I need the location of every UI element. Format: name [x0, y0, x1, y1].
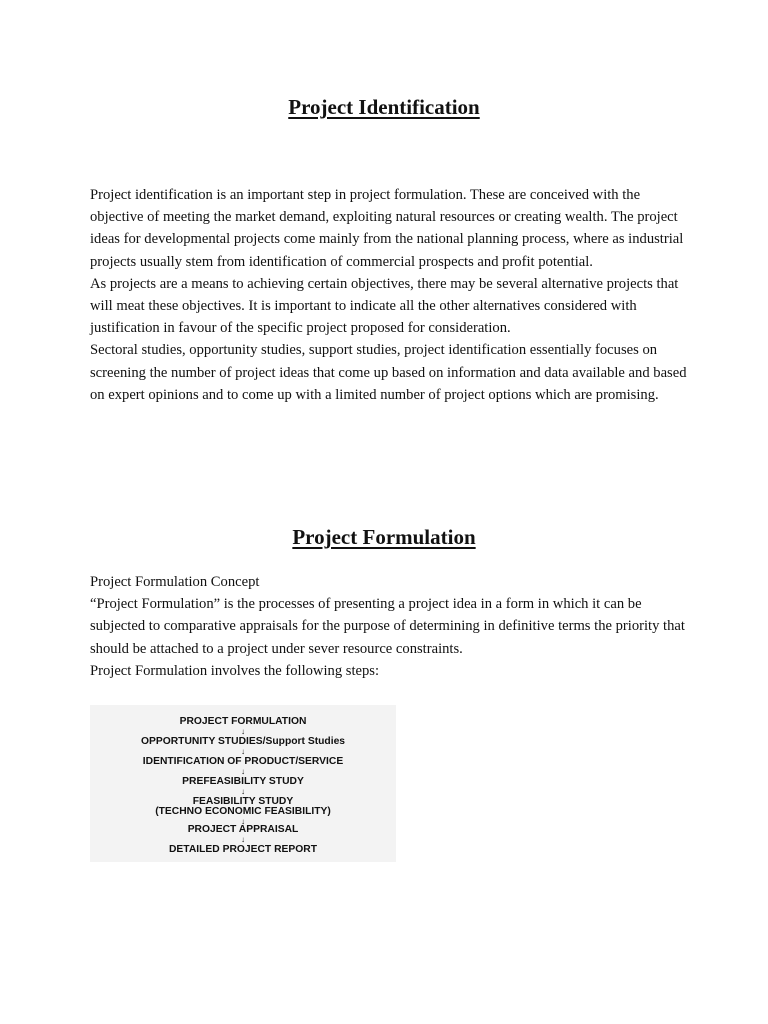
project-formulation-steps-diagram: [90, 705, 396, 862]
down-arrow-icon: ↓: [241, 767, 245, 776]
paragraph: “Project Formulation” is the processes of presenting a project idea in a form in which it can be subjected to comparative appraisals for the purpose of determining in definitive terms the priority that should be attached to a project under sever resource constraints.: [90, 596, 685, 657]
diagram-step: PREFEASIBILITY STUDY: [182, 776, 304, 787]
down-arrow-icon: ↓: [241, 817, 245, 826]
section-heading-project-formulation: Project Formulation: [292, 525, 476, 549]
diagram-step: PROJECT APPRAISAL: [187, 824, 299, 835]
diagram-step: DETAILED PROJECT REPORT: [169, 844, 317, 855]
section-body-project-identification: [90, 184, 690, 406]
diagram-step: (TECHNO ECONOMIC FEASIBILITY): [155, 806, 331, 817]
diagram-step: IDENTIFICATION OF PRODUCT/SERVICE: [142, 756, 344, 767]
paragraph: Sectoral studies, opportunity studies, support studies, project identification essentially focuses on screening the number of project ideas that come up based on information and data available and based on expert opinions and to come up with a limited number of project options which are promising.: [90, 342, 687, 403]
down-arrow-icon: ↓: [241, 835, 245, 844]
paragraph: As projects are a means to achieving certain objectives, there may be several alternative projects that will meat these objectives. It is important to indicate all the other alternatives considered with justification in favour of the specific project proposed for consideration.: [90, 275, 679, 337]
diagram-step: FEASIBILITY STUDY: [192, 796, 294, 807]
down-arrow-icon: ↓: [241, 727, 245, 736]
paragraph: Project identification is an important step in project formulation. These are conceived with the objective of meeting the market demand, exploiting natural resources or creating wealth. The project ideas for developmental projects come mainly from the national planning process, where as industrial projects usually stem from identification of commercial prospects and profit potential.: [90, 187, 684, 270]
paragraph: Project Formulation involves the following steps:: [90, 662, 380, 679]
down-arrow-icon: ↓: [241, 747, 245, 756]
diagram-step: OPPORTUNITY STUDIES/Support Studies: [140, 736, 346, 747]
section-heading-project-identification: Project Identification: [288, 95, 480, 119]
paragraph: Project Formulation Concept: [90, 574, 260, 590]
diagram-step: PROJECT FORMULATION: [179, 716, 307, 727]
down-arrow-icon: ↓: [241, 787, 245, 796]
section-body-project-formulation: [90, 571, 690, 682]
